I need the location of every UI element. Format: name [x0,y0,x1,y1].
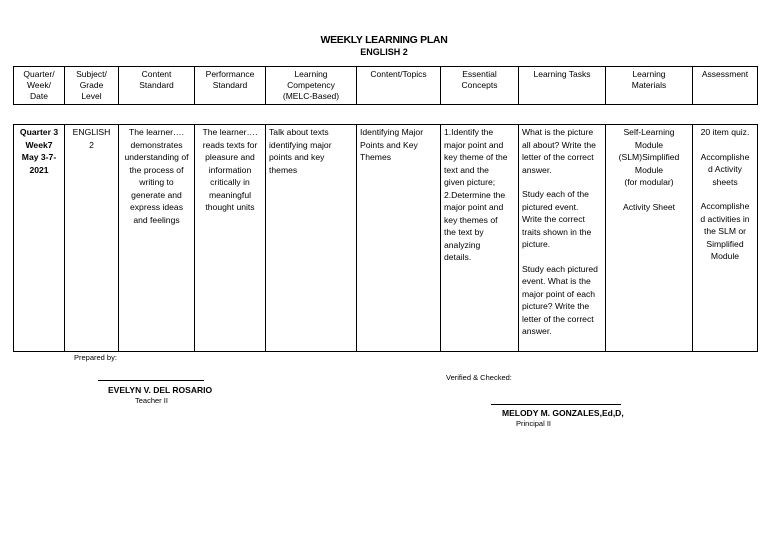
prepared-by-label: Prepared by: [74,353,117,362]
assessment-block [696,151,754,189]
header-cell [14,67,65,105]
task-block [522,126,602,176]
cell-line: The learner…. [129,127,184,137]
cell-line: Module [634,164,664,175]
materials-cell [606,125,693,352]
cell-line: Identifying Major [360,127,424,137]
cell-line: Learning [294,69,328,79]
cell-line: Essential [462,69,497,79]
cell-line: identifying major [269,139,332,150]
cell-line: Self-Learning [623,127,675,137]
cell-line: pictured event. [522,201,579,212]
subject-cell [65,125,119,352]
performance-standard-cell [195,125,266,352]
header-table [13,66,758,105]
principal-position: Principal II [516,419,552,428]
cell-line: picture. [522,239,551,249]
cell-line: Week7 [25,139,53,150]
cell-line: themes [269,164,298,175]
header-cell [441,67,519,105]
task-block [522,188,602,251]
header-cell [519,67,606,105]
teacher-position: Teacher II [135,396,168,405]
cell-line: Write the correct [522,214,585,224]
cell-line: the process of [129,164,184,175]
cell-line: Accomplishe [700,151,750,162]
header-cell [606,67,693,105]
cell-line: Learning Tasks [533,69,591,79]
cell-line: The learner…. [202,127,258,137]
cell-line: answer. [522,326,552,336]
cell-line: major point and [444,202,504,212]
teacher-signature-line [98,380,204,381]
cell-line: (SLM)Simplified [618,152,680,162]
verified-label: Verified & Checked: [446,373,512,382]
cell-line: Quarter/ [23,69,55,79]
concepts-cell [441,125,519,352]
cell-line: May 3-7- [21,152,57,162]
header-cell [195,67,266,105]
cell-line: event. What is the [522,276,591,286]
header-cell [266,67,357,105]
cell-line: 2.Determine the [444,189,506,200]
cell-line: Learning [632,69,666,79]
header-cell [65,67,119,105]
cell-line: thought units [205,202,255,212]
cell-line: traits shown in the [522,226,592,237]
header-cell [693,67,758,105]
cell-line: Accomplishe [700,201,750,211]
cell-line: details. [444,252,472,262]
assessment-block [696,126,754,139]
cell-line: 2021 [29,164,49,175]
cell-line: Themes [360,152,392,162]
cell-line: given picture; [444,177,496,187]
cell-line: critically in [210,177,250,187]
cell-line: letter of the correct [522,152,594,162]
plan-table [13,124,758,352]
cell-line: Quarter 3 [19,127,59,137]
cell-line: Module [710,251,740,261]
cell-line: (MELC-Based) [282,91,340,101]
cell-line: Simplified [706,238,744,249]
cell-line: generate and [131,189,182,200]
cell-line: Points and Key [360,139,418,150]
cell-line: understanding of [124,152,189,162]
cell-line: Performance [205,69,255,79]
cell-line: major point and [444,139,504,150]
cell-line: points and key [269,152,325,162]
cell-line: Materials [631,80,667,90]
cell-line: 20 item quiz. [700,127,750,137]
material-block [609,201,689,214]
cell-line: meaningful [208,189,252,200]
cell-line: (for modular) [624,177,674,187]
cell-line: picture? Write the [522,301,590,311]
cell-line: Competency [287,80,335,90]
cell-line: the text by [444,227,484,237]
cell-line: Talk about texts [269,127,329,137]
quarter-week-date-cell [14,125,65,352]
cell-line: key themes of [444,214,498,225]
competency-cell [266,125,357,352]
cell-line: ENGLISH [72,127,111,137]
header-cell [357,67,441,105]
assessment-block [696,200,754,263]
cell-line: demonstrates [130,139,183,150]
cell-line: writing to [139,177,174,187]
cell-line: d Activity [708,164,742,174]
cell-line: information [208,164,252,175]
cell-line: Standard [212,80,248,90]
cell-line: Assessment [701,69,749,79]
cell-line: the SLM or [703,226,747,236]
document-subtitle: ENGLISH 2 [360,47,408,57]
cell-line: reads texts for [202,139,258,150]
cell-line: Standard [139,80,174,90]
cell-line: Activity Sheet [622,201,676,212]
cell-line: letter of the correct [522,313,594,324]
cell-line: answer. [522,164,552,175]
principal-name: MELODY M. GONZALES,Ed,D, [502,408,624,418]
cell-line: text and the [444,164,489,175]
document-title: WEEKLY LEARNING PLAN [320,34,448,46]
cell-line: Grade [79,80,104,90]
header-cell [119,67,195,105]
cell-line: Date [30,91,48,101]
cell-line: Study each of the [522,189,589,199]
cell-line: 1.Identify the [444,127,494,137]
cell-line: pleasure and [205,152,255,162]
cell-line: all about? Write the [522,139,596,150]
teacher-name: EVELYN V. DEL ROSARIO [108,385,213,395]
learning-tasks-cell [519,125,606,352]
cell-line: Study each pictured [522,263,598,274]
cell-line: Subject/ [76,69,107,79]
cell-line: major point of each [522,288,596,299]
cell-line: sheets [712,176,738,187]
cell-line: d activities in [700,213,750,224]
cell-line: Level [81,91,102,101]
material-block [609,126,689,189]
cell-line: Content [141,69,172,79]
cell-line: express ideas [129,202,184,212]
cell-line: Week/ [27,80,51,90]
cell-line: Content/Topics [370,69,427,79]
table-row [14,125,758,352]
content-standard-cell [119,125,195,352]
cell-line: 2 [89,139,94,150]
cell-line: Module [634,139,664,150]
cell-line: What is the picture [522,127,594,137]
cell-line: and feelings [133,214,180,225]
cell-line: key theme of the [444,152,508,162]
cell-line: analyzing [444,239,481,250]
cell-line: Concepts [461,80,498,90]
assessment-cell [693,125,758,352]
principal-signature-line [491,404,621,405]
topics-cell [357,125,441,352]
task-block [522,263,602,338]
